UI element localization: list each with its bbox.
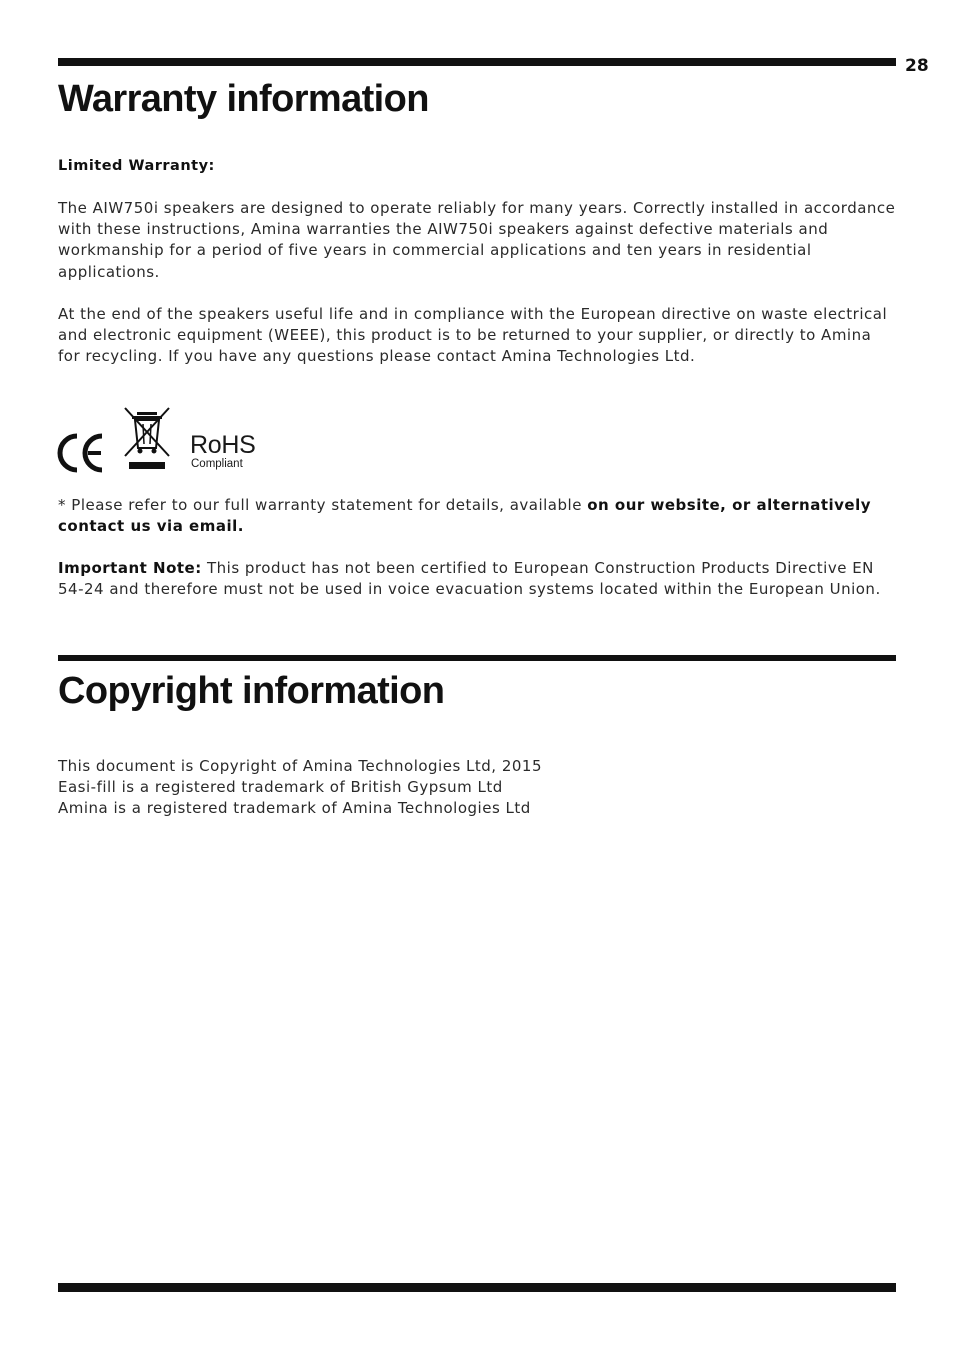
copyright-lines bbox=[58, 756, 898, 820]
top-rule bbox=[58, 58, 896, 66]
limited-warranty-subhead: Limited Warranty: bbox=[58, 158, 215, 174]
rohs-logo bbox=[190, 432, 270, 470]
important-note-label: Important Note: bbox=[58, 559, 202, 577]
warranty-refer-text bbox=[58, 495, 898, 537]
copyright-line: This document is Copyright of Amina Technologies Ltd, 2015 bbox=[58, 757, 543, 775]
bottom-rule bbox=[58, 1283, 896, 1292]
important-note bbox=[58, 558, 898, 600]
warranty-paragraph: The AIW750i speakers are designed to operate reliably for many years. Correctly installed in accordance with these instructions, Amina warranties the AIW750i speakers against defective materials and workmanship for a period of five years in commercial applications and ten years in residential applications. bbox=[58, 199, 896, 281]
ce-mark-icon bbox=[56, 432, 106, 474]
warranty-title: Warranty information bbox=[58, 78, 429, 120]
trademark-line-easifill: Easi-fill is a registered trademark of British Gypsum Ltd bbox=[58, 778, 503, 797]
refer-text: * Please refer to our full warranty statement for details, available bbox=[58, 496, 588, 514]
compliance-logos bbox=[56, 406, 266, 476]
rohs-compliant-text: Compliant bbox=[191, 458, 243, 470]
website-contact-link[interactable]: on our website, or alternatively contact us via email. bbox=[58, 496, 872, 536]
rohs-text: RoHS bbox=[190, 431, 256, 459]
weee-paragraph: At the end of the speakers useful life and in compliance with the European directive on waste electrical and electronic equipment (WEEE), this product is to be returned to your supplier, or directly to Amina for recycling. If you have any questions please contact Amina Technologies Ltd. bbox=[58, 305, 888, 366]
important-note-text: This product has not been certified to European Construction Products Directive EN 54-24 and therefore must not be used in voice evacuation systems located within the European Union. bbox=[58, 559, 881, 599]
trademark-line-amina: Amina is a registered trademark of Amina Technologies Ltd bbox=[58, 799, 531, 818]
page-number: 28 bbox=[905, 56, 929, 76]
copyright-title: Copyright information bbox=[58, 670, 445, 712]
section-divider-rule bbox=[58, 655, 896, 661]
weee-bin-icon bbox=[122, 406, 172, 474]
